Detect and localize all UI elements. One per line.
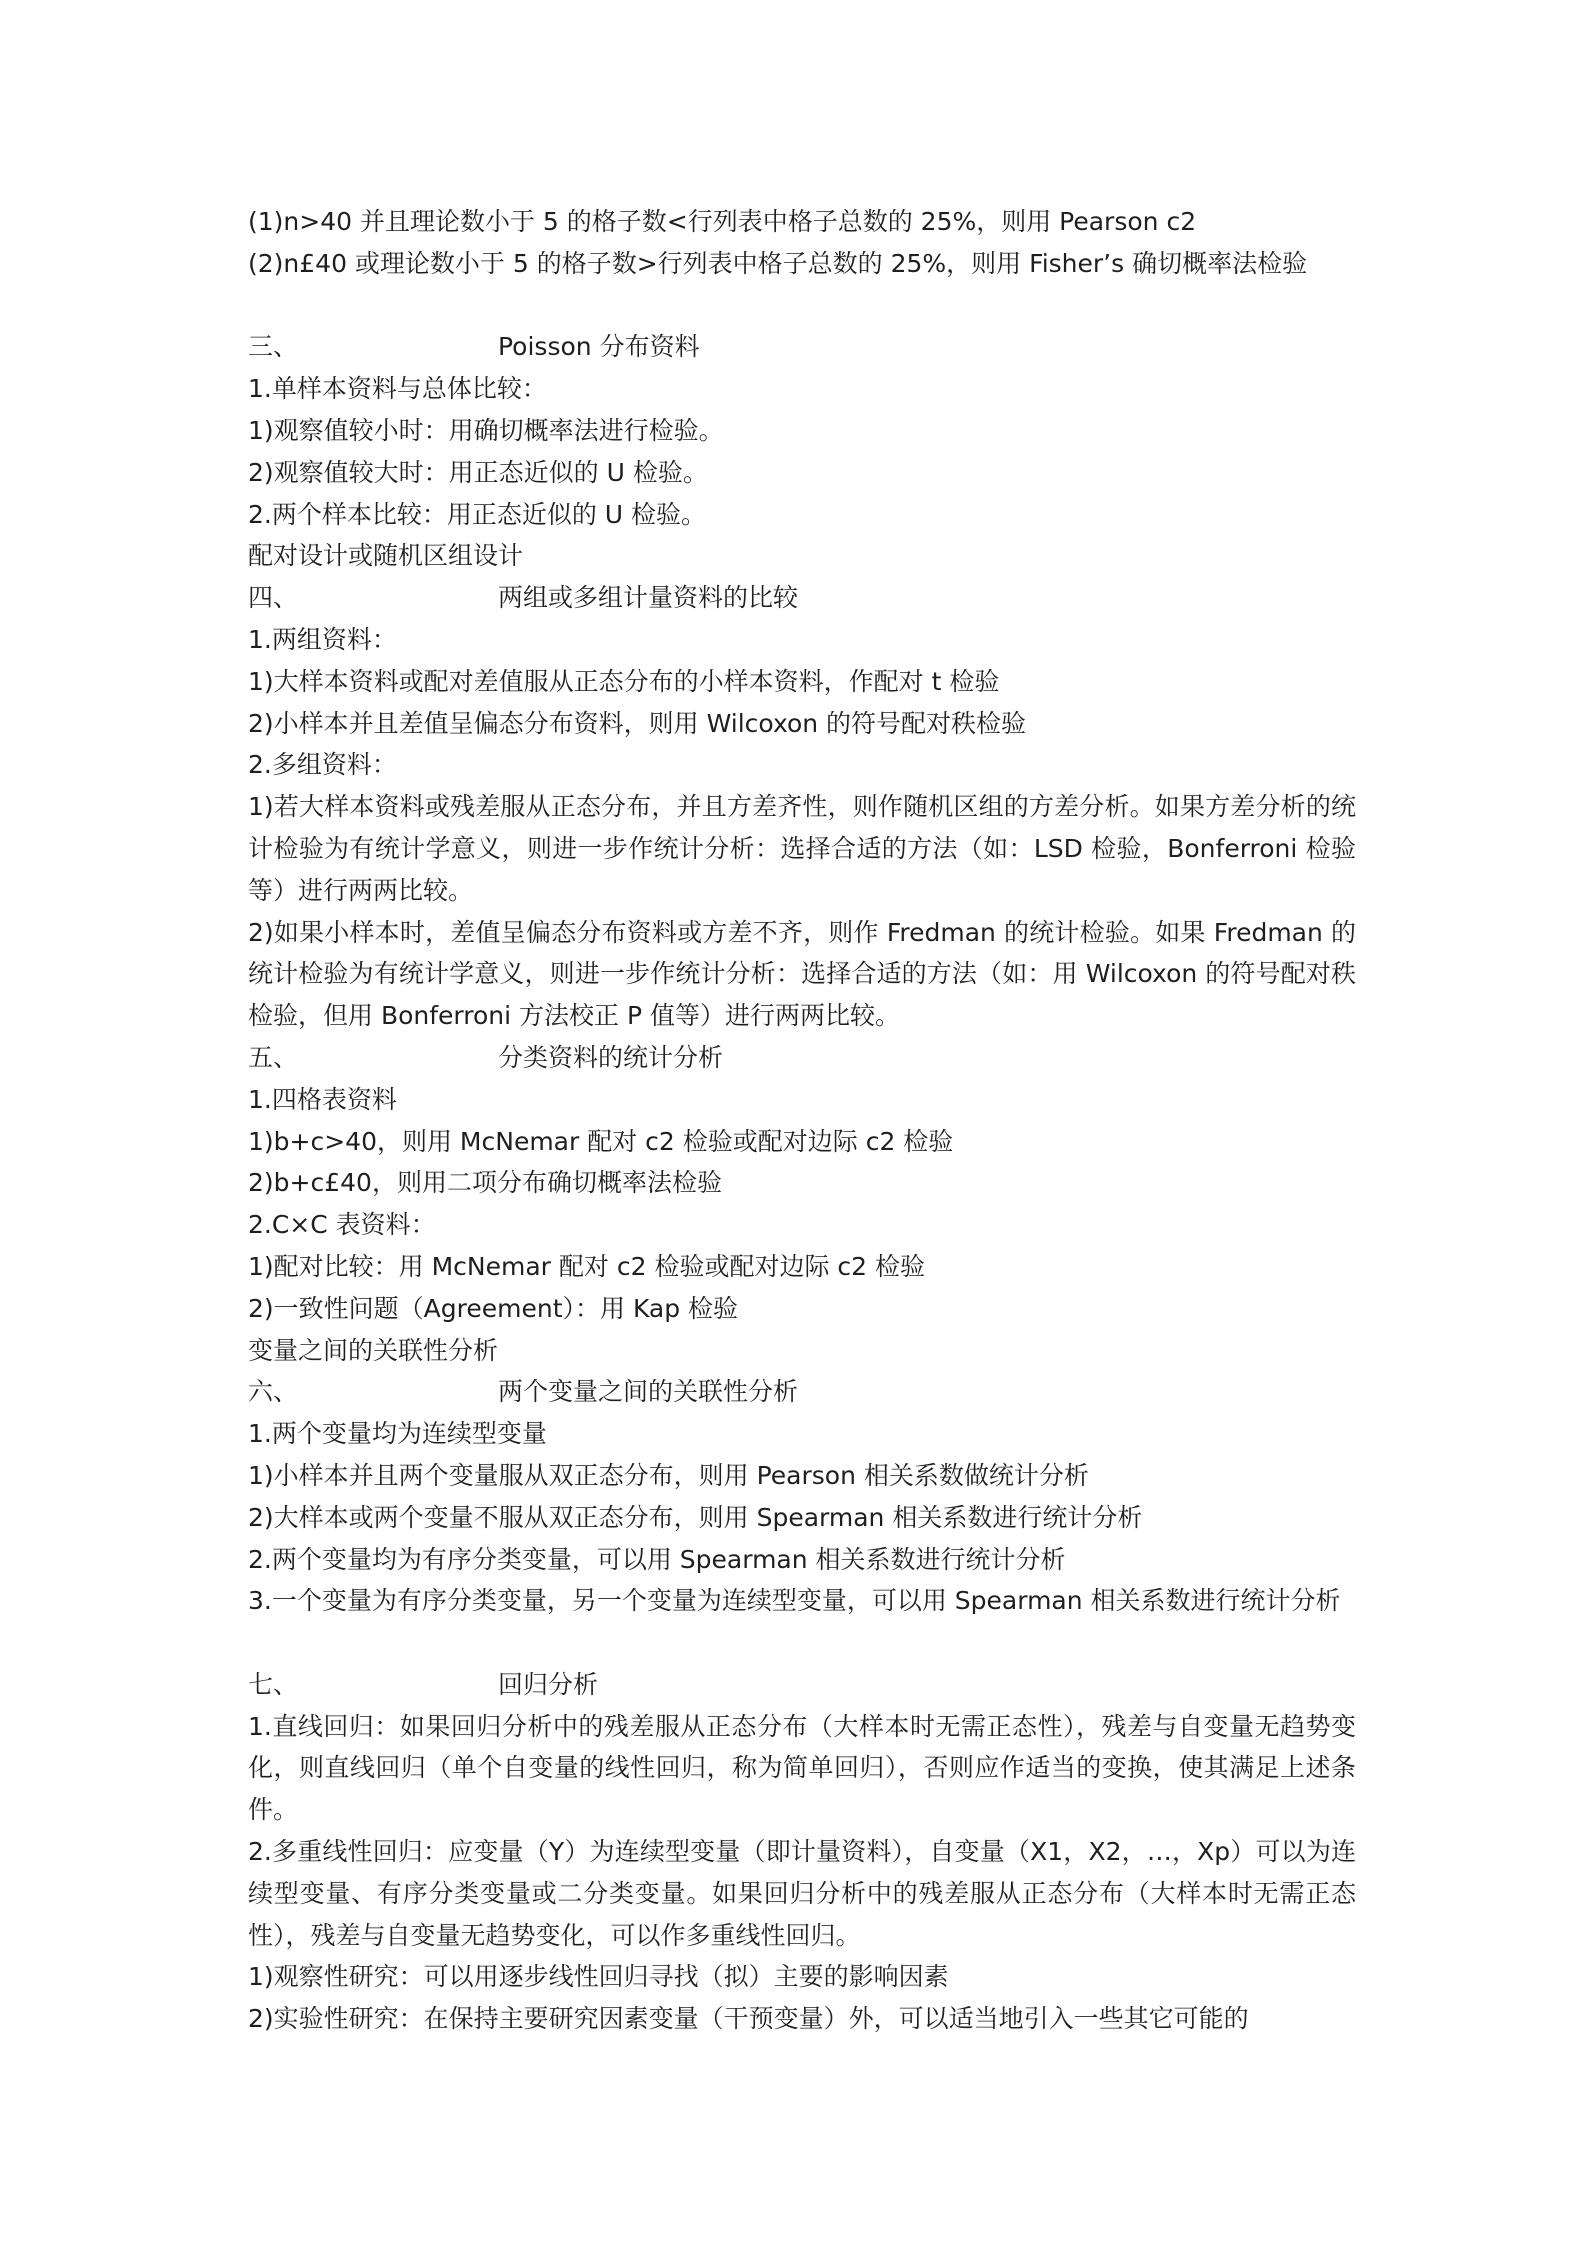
section-title: 分类资料的统计分析 [498,1042,724,1072]
section-heading [248,1371,1356,1413]
text-line: 1)观察值较小时：用确切概率法进行检验。 [248,415,724,445]
section-title: 回归分析 [498,1669,599,1699]
document-body [248,201,1356,2040]
section-heading [248,577,1356,619]
section-title: 两个变量之间的关联性分析 [498,1377,799,1407]
paragraph: 1.直线回归：如果回归分析中的残差服从正态分布（大样本时无需正态性），残差与自变量无趋势变化，则直线回归（单个自变量的线性回归，称为简单回归），否则应作适当的变换，使其满足上述条件。 [248,1711,1356,1825]
text-line: 2.多组资料： [248,750,397,780]
section-number: 五、 [248,1042,299,1072]
text-line: 1)观察性研究：可以用逐步线性回归寻找（拟）主要的影响因素 [248,1962,949,1992]
text-line: 1.四格表资料 [248,1084,397,1114]
section-number: 四、 [248,583,299,613]
text-line: 1)大样本资料或配对差值服从正态分布的小样本资料，作配对 t 检验 [248,666,1000,696]
section-number: 七、 [248,1669,299,1699]
text-line: (1)n>40 并且理论数小于 5 的格子数<行列表中格子总数的 25%，则用 Pearson c2 [248,207,1197,236]
text-line: 2)观察值较大时：用正态近似的 U 检验。 [248,457,708,487]
text-line: 2)b+c£40，则用二项分布确切概率法检验 [248,1168,722,1198]
text-line: 配对设计或随机区组设计 [248,541,524,571]
text-line: 2)实验性研究：在保持主要研究因素变量（干预变量）外，可以适当地引入一些其它可能的 [248,2004,1249,2034]
section-heading [248,1037,1356,1079]
text-line: 2.两个样本比较：用正态近似的 U 检验。 [248,499,707,529]
paragraph: 2)如果小样本时，差值呈偏态分布资料或方差不齐，则作 Fredman 的统计检验。如果 Fredman 的统计检验为有统计学意义，则进一步作统计分析：选择合适的方法（如：用 Wilcoxon 的符号配对秩检验，但用 Bonferroni 方法校正 P 值等）进行两两比较。 [248,917,1356,1031]
section-title: Poisson 分布资料 [498,332,700,362]
section-number: 六、 [248,1377,299,1407]
paragraph: 2.多重线性回归：应变量（Y）为连续型变量（即计量资料），自变量（X1，X2，…，Xp）可以为连续型变量、有序分类变量或二分类变量。如果回归分析中的残差服从正态分布（大样本时无需正态性），残差与自变量无趋势变化，可以作多重线性回归。 [248,1837,1356,1950]
paragraph: 1)若大样本资料或残差服从正态分布，并且方差齐性，则作随机区组的方差分析。如果方差分析的统计检验为有统计学意义，则进一步作统计分析：选择合适的方法（如：LSD 检验，Bonferroni 检验等）进行两两比较。 [248,792,1356,905]
text-line: 变量之间的关联性分析 [248,1335,499,1365]
paragraph: 3.一个变量为有序分类变量，另一个变量为连续型变量，可以用 Spearman 相关系数进行统计分析 [248,1586,1341,1616]
paragraph: (2)n£40 或理论数小于 5 的格子数>行列表中格子总数的 25%，则用 Fisher’s 确切概率法检验 [248,248,1308,278]
text-line: 2)一致性问题（Agreement）：用 Kap 检验 [248,1293,739,1323]
text-line: 2.两个变量均为有序分类变量，可以用 Spearman 相关系数进行统计分析 [248,1544,1066,1574]
text-line: 1.两组资料： [248,624,397,654]
text-line: 1.两个变量均为连续型变量 [248,1419,547,1449]
section-heading [248,1664,1356,1706]
section-title: 两组或多组计量资料的比较 [498,583,799,613]
text-line: 1)b+c>40，则用 McNemar 配对 c2 检验或配对边际 c2 检验 [248,1126,954,1156]
text-line: 1)小样本并且两个变量服从双正态分布，则用 Pearson 相关系数做统计分析 [248,1460,1089,1490]
text-line: 2)小样本并且差值呈偏态分布资料，则用 Wilcoxon 的符号配对秩检验 [248,708,1027,738]
section-number: 三、 [248,332,299,362]
text-line: 2)大样本或两个变量不服从双正态分布，则用 Spearman 相关系数进行统计分析 [248,1502,1143,1532]
text-line: 2.C×C 表资料： [248,1210,436,1240]
text-line: 1.单样本资料与总体比较： [248,374,547,404]
section-heading [248,326,1356,368]
text-line: 1)配对比较：用 McNemar 配对 c2 检验或配对边际 c2 检验 [248,1251,925,1281]
